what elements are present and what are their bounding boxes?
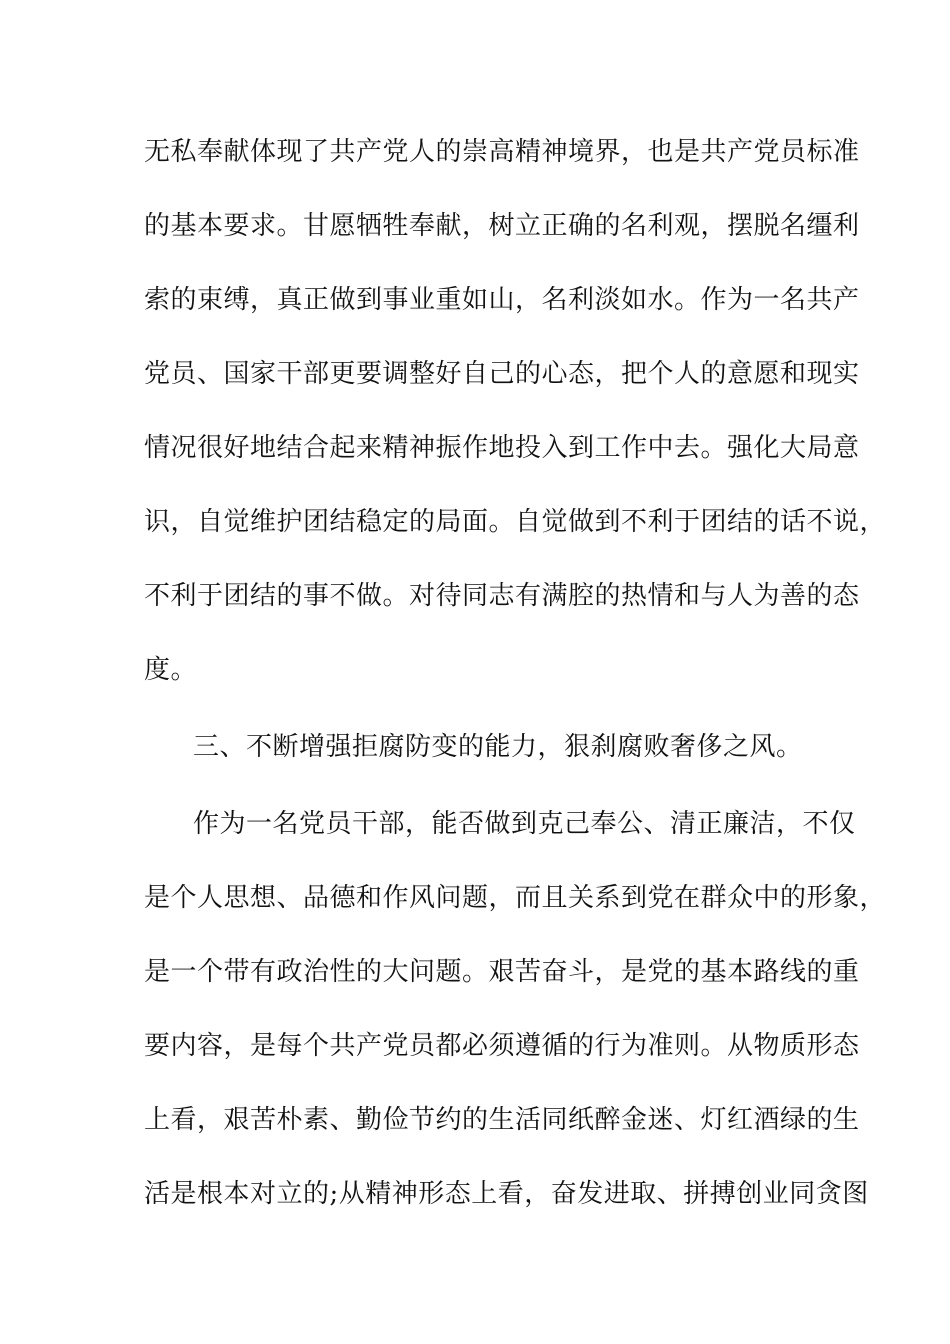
text-line: 活是根本对立的;从精神形态上看，奋发进取、拼搏创业同贪图 (144, 1179, 869, 1209)
text-line: 识，自觉维护团结稳定的局面。自觉做到不利于团结的话不说， (144, 507, 887, 537)
text-line: 无私奉献体现了共产党人的崇高精神境界，也是共产党员标准 (144, 137, 860, 167)
text-line: 是个人思想、品德和作风问题，而且关系到党在群众中的形象， (144, 883, 887, 913)
text-line: 上看，艰苦朴素、勤俭节约的生活同纸醉金迷、灯红酒绿的生 (144, 1105, 860, 1135)
text-line: 的基本要求。甘愿牺牲奉献，树立正确的名利观，摆脱名缰利 (144, 211, 860, 241)
text-line: 索的束缚，真正做到事业重如山，名利淡如水。作为一名共产 (144, 285, 860, 315)
text-line: 度。 (144, 655, 198, 685)
text-line: 情况很好地结合起来精神振作地投入到工作中去。强化大局意 (144, 433, 860, 463)
section-heading: 三、不断增强拒腐防变的能力，狠刹腐败奢侈之风。 (193, 732, 803, 762)
text-line: 党员、国家干部更要调整好自己的心态，把个人的意愿和现实 (144, 359, 860, 389)
text-line: 是一个带有政治性的大问题。艰苦奋斗，是党的基本路线的重 (144, 957, 860, 987)
text-line: 不利于团结的事不做。对待同志有满腔的热情和与人为善的态 (144, 581, 860, 611)
text-line: 要内容，是每个共产党员都必须遵循的行为准则。从物质形态 (144, 1031, 860, 1061)
paragraph-first-line: 作为一名党员干部，能否做到克己奉公、清正廉洁，不仅 (193, 809, 856, 839)
